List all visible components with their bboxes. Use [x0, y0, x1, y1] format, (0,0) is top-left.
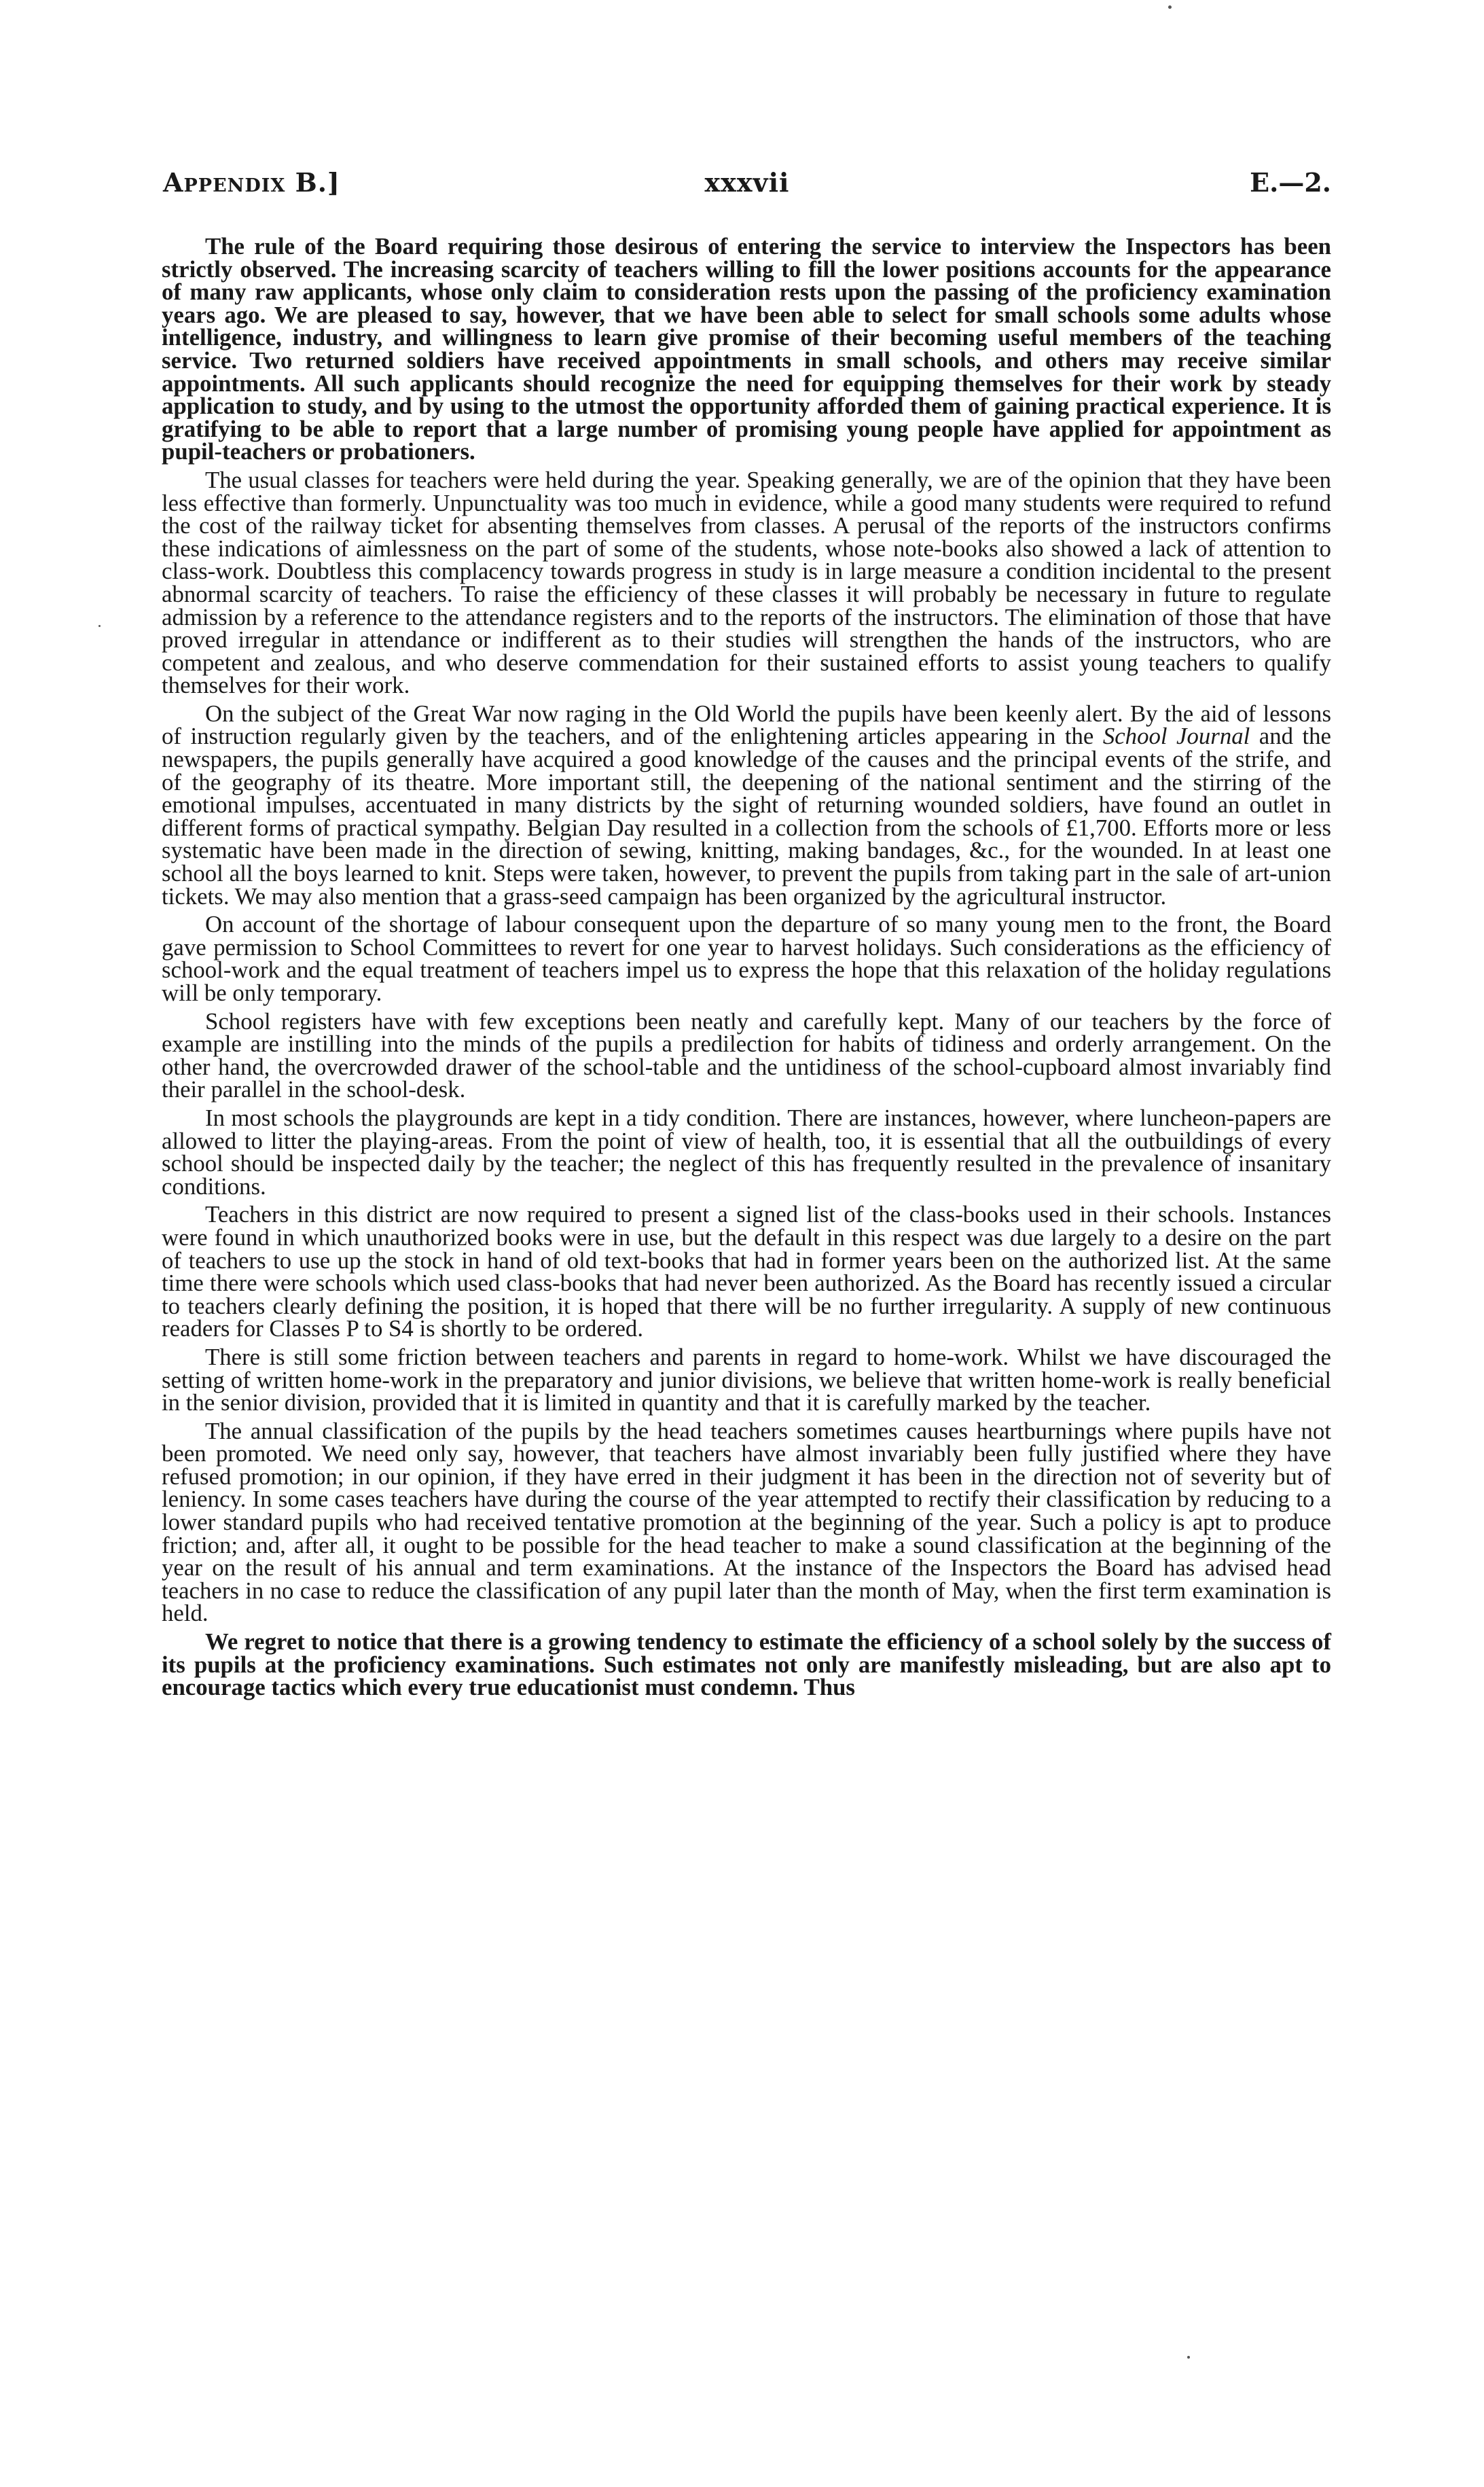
paragraph: School registers have with few exceptions been neatly and carefully kept. Many of our teachers by the force of example are instilling into the minds of the pupils a predilection for habits of tidiness and orderly arrangement. On the other hand, the overcrowded drawer of the school-table and the untidiness of the school-cupboard almost invariably find their parallel in the school-desk.: [162, 1007, 1331, 1103]
paragraph: There is still some friction between teachers and parents in regard to home-work. Whilst we have discouraged the setting of written home-work in the preparatory and junior divisions, we believe that written home-work is really beneficial in the senior division, provided that it is limited in quantity and that it is carefully marked by the teacher.: [162, 1343, 1331, 1416]
paragraph: Teachers in this district are now required to present a signed list of the class-books used in their schools. Instances were found in which unauthorized books were in use, but the default in this respect was due largely to a desire on the part of teachers to use up the stock in hand of old text-books that had in former years been on the authorized list. At the same time there were schools which used class-books that had never been authorized. As the Board has recently issued a circular to teachers clearly defining the position, it is hoped that there will be no further irregularity. A supply of new continuous readers for Classes P to S4 is shortly to be ordered.: [162, 1201, 1331, 1342]
paragraph: The usual classes for teachers were held during the year. Speaking generally, we are of the opinion that they have been less effective than formerly. Unpunctuality was too much in evidence, while a good many students were required to refund the cost of the railway ticket for absenting themselves from classes. A perusal of the reports of the instructors confirms these indications of aimlessness on the part of some of the students, whose note-books also showed a lack of attention to class-work. Doubtless this complacency towards progress in study is in large measure a condition incidental to the present abnormal scarcity of teachers. To raise the efficiency of these classes it will probably be necessary in future to regulate admission by a reference to the attendance registers and to the reports of the instructors. The elimination of those that have proved irregular in attendance or indifferent as to their studies will strengthen the hands of the instructors, who are competent and zealous, and who deserve commendation for their sustained efforts to assist young teachers to qualify themselves for their work.: [162, 466, 1331, 699]
appendix-label: Appendix B.]: [163, 167, 340, 198]
paragraph: The rule of the Board requiring those desirous of entering the service to interview the Inspectors has been strictly observed. The increasing scarcity of teachers willing to fill the lower positions accounts for the appearance of many raw applicants, whose only claim to consideration rests upon the passing of the proficiency examination years ago. We are pleased to say, however, that we have been able to select for small schools some adults whose intelligence, industry, and willingness to learn give promise of their becoming useful members of the teaching service. Two returned soldiers have received appointments in small schools, and others may receive similar appointments. All such applicants should recognize the need for equipping themselves for their work by steady application to study, and by using to the utmost the opportunity afforded them of gaining practical experience. It is gratifying to be able to report that a large number of promising young people have applied for appointment as pupil-teachers or probationers.: [162, 233, 1331, 465]
scan-speck: [1187, 2356, 1190, 2359]
running-header: [163, 167, 1331, 211]
paragraph: In most schools the playgrounds are kept in a tidy condition. There are instances, however, where luncheon-papers are allowed to litter the playing-areas. From the point of view of health, too, it is essential that all the outbuildings of every school should be inspected daily by the teacher; the neglect of this has frequently resulted in the prevalence of insanitary conditions.: [162, 1104, 1331, 1200]
page-number: xxxvii: [704, 167, 790, 198]
paragraph: We regret to notice that there is a growing tendency to estimate the efficiency of a school solely by the success of its pupils at the proficiency examinations. Such estimates not only are manifestly misleading, but are also apt to encourage tactics which every true educationist must condemn. Thus: [162, 1628, 1331, 1701]
document-reference: E.—2.: [1250, 167, 1331, 198]
report-body: [162, 235, 1331, 1704]
scan-speck: [1168, 5, 1172, 9]
scan-speck: [98, 625, 101, 627]
paragraph: The annual classification of the pupils by the head teachers sometimes causes heartburnings where pupils have not been promoted. We need only say, however, that teachers have almost invariably been fully justified where they have refused promotion; in our opinion, if they have erred in their judgment it has been in the direction not of severity but of leniency. In some cases teachers have during the course of the year attempted to rectify their classification by reducing to a lower standard pupils who had received tentative promotion at the beginning of the year. Such a policy is apt to produce friction; and, after all, it ought to be possible for the head teacher to make a sound classification at the beginning of the year on the result of his annual and term examinations. At the instance of the Inspectors the Board has advised head teachers in no case to reduce the classification of any pupil later than the month of May, when the first term examination is held.: [162, 1417, 1331, 1627]
paragraph: On the subject of the Great War now raging in the Old World the pupils have been keenly alert. By the aid of lessons of instruction regularly given by the teachers, and of the enlightening articles appearing in the School Journal and the newspapers, the pupils generally have acquired a good knowledge of the causes and the principal events of the strife, and of the geography of its theatre. More important still, the deepening of the national sentiment and the stirring of the emotional impulses, accentuated in many districts by the sight of returning wounded soldiers, have found an outlet in different forms of practical sympathy. Belgian Day resulted in a collection from the schools of £1,700. Efforts more or less systematic have been made in the direction of sewing, knitting, making bandages, &c., for the wounded. In at least one school all the boys learned to knit. Steps were taken, however, to prevent the pupils from taking part in the sale of art-union tickets. We may also mention that a grass-seed campaign has been organized by the agricultural instructor.: [162, 700, 1331, 910]
paragraph: On account of the shortage of labour consequent upon the departure of so many young men to the front, the Board gave permission to School Committees to revert for one year to harvest holidays. Such considerations as the efficiency of school-work and the equal treatment of teachers impel us to express the hope that this relaxation of the holiday regulations will be only temporary.: [162, 911, 1331, 1006]
journal-title: School Journal: [1102, 723, 1250, 750]
